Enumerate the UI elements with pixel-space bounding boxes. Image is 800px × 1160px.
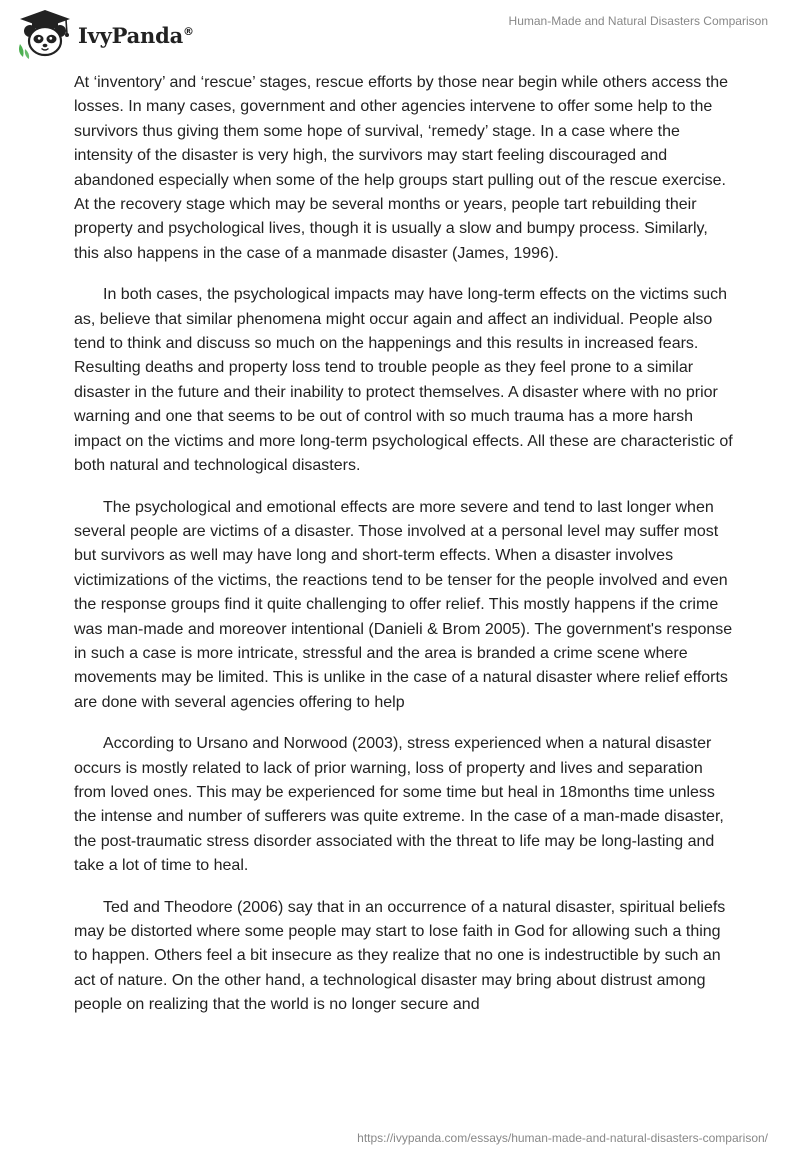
logo-wordmark: IvyPanda® xyxy=(78,22,194,48)
paragraph-1: At ‘inventory’ and ‘rescue’ stages, rescue efforts by those near begin while others access the losses. In many cases, government and other agencies intervene to offer some help to the survivors thus giving them some hope of survival, ‘remedy’ stage. In a case where the intensity of the disaster is very high, the survivors may start feeling discouraged and abandoned especially when some of the help groups start pulling out of the rescue exercise. At the recovery stage which may be several months or years, people tart rebuilding their property and psychological lives, though it is usually a slow and bumpy process. Similarly, this also happens in the case of a manmade disaster (James, 1996). xyxy=(74,74,728,262)
source-url-link[interactable]: https://ivypanda.com/essays/human-made-and-natural-disasters-comparison/ xyxy=(357,1131,768,1145)
paragraph-2: In both cases, the psychological impacts may have long-term effects on the victims such as, believe that similar phenomena might occur again and affect an individual. People also tend to think and discuss so much on the happenings and this results in increased fears. Resulting deaths and property loss tend to trouble people as they feel prone to a similar disaster in the future and their inability to protect themselves. A disaster where with no prior warning and one that seems to be out of control with so much trauma has a more harsh impact on the victims and more long-term psychological effects. All these are characteristic of both natural and technological disasters. xyxy=(74,286,733,475)
page-header xyxy=(0,0,800,66)
paragraph-5: Ted and Theodore (2006) say that in an occurrence of a natural disaster, spiritual beliefs may be distorted where some people may start to lose faith in God for allowing such a thing to happen. Others feel a bit insecure as they realize that no one is indestructible by such an act of nature. On the other hand, a technological disaster may bring about distrust among people on realizing that the world is no longer secure and xyxy=(74,898,726,1014)
panda-graduate-icon xyxy=(14,8,76,60)
essay-body xyxy=(74,71,734,1035)
document-title: Human-Made and Natural Disasters Comparison xyxy=(508,14,768,28)
paragraph-3: The psychological and emotional effects are more severe and tend to last longer when several people are victims of a disaster. Those involved at a personal level may suffer most but survivors as well may have long and short-term effects. When a disaster involves victimizations of the victims, the reactions tend to be tenser for the people involved and even the response groups find it quite challenging to offer relief. This mostly happens if the crime was man-made and moreover intentional (Danieli & Brom 2005). The government's response in such a case is more intricate, stressful and the area is branded a crime scene where movements may be limited. This is unlike in the case of a natural disaster where relief efforts are done with several agencies offering to help xyxy=(74,498,733,711)
ivypanda-logo[interactable] xyxy=(14,8,194,60)
paragraph-4: According to Ursano and Norwood (2003), stress experienced when a natural disaster occurs is mostly related to lack of prior warning, loss of property and lives and separation from loved ones. This may be experienced for some time but heal in 18months time unless the intense and number of sufferers was quite extreme. In the case of a man-made disaster, the post-traumatic stress disorder associated with the threat to life may be long-lasting and take a lot of time to heal. xyxy=(74,735,724,875)
